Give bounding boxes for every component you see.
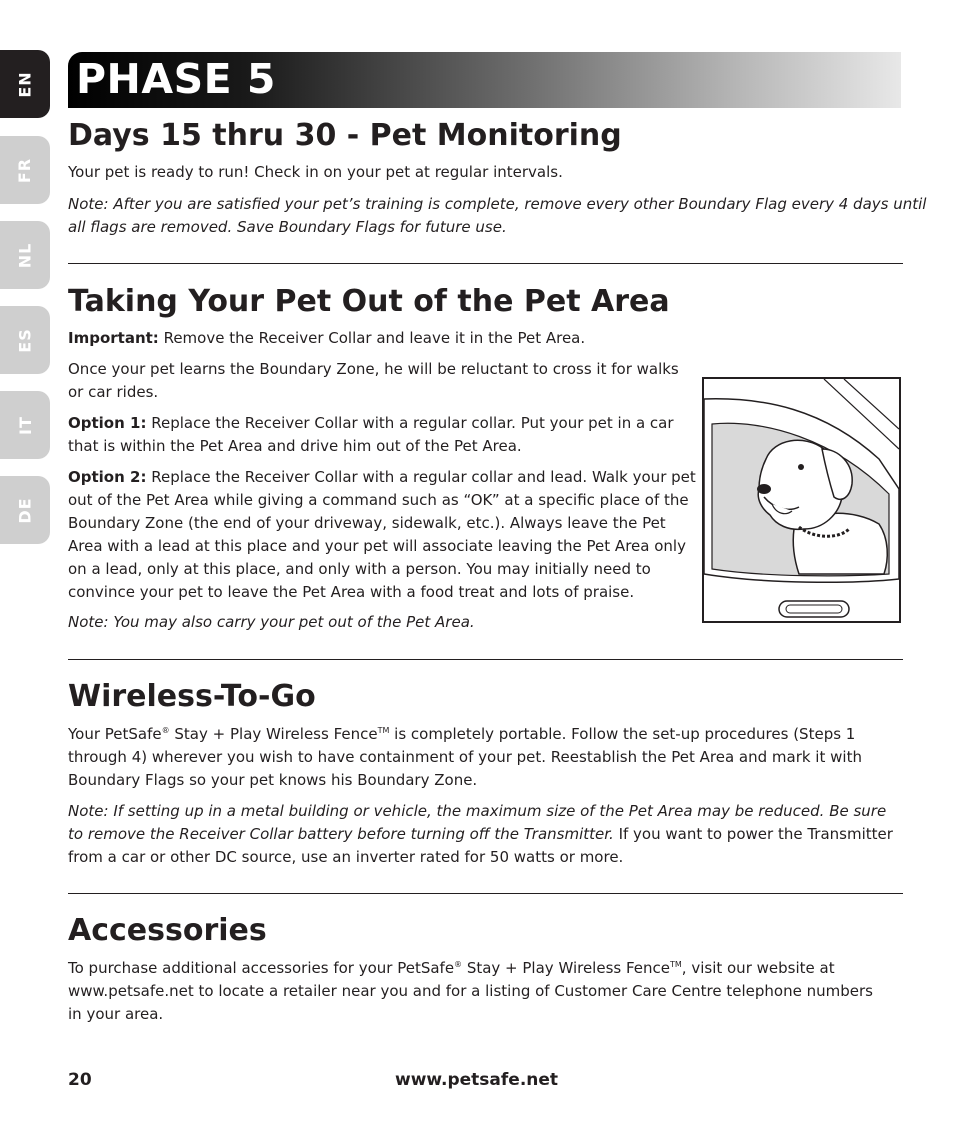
monitoring-note-line1: Note: After you are satisfied your pet’s training is complete, remove every other Boundary Flag every 4 days until (68, 195, 927, 213)
wireless-note (68, 800, 898, 869)
tab-label: NL (15, 242, 35, 268)
registered-mark: ® (161, 726, 170, 735)
page-number: 20 (68, 1070, 92, 1090)
trademark-mark: TM (377, 726, 390, 735)
registered-mark: ® (454, 960, 463, 969)
option2-text: Replace the Receiver Collar with a regular collar and lead. Walk your pet out of the Pet Area while giving a command such as “OK” at a specific place of the Boundary Zone (the end of your driveway, sidewalk, etc.). Always leave the Pet Area with a lead at this place and your pet will associate leaving the Pet Area only on a lead, only at this place, and only with a person. You may initially need to convince your pet to leave the Pet Area with a food treat and lots of praise. (68, 468, 696, 601)
option1-text: Replace the Receiver Collar with a regular collar. Put your pet in a car that is within the Pet Area and drive him out of the Pet Area. (68, 414, 674, 455)
wireless-body-part: is completely portable. Follow the set-up procedures (Steps 1 through 4) wherever you wish to have containment of your pet. Reestablish the Pet Area and mark it with Boundary Flags so your pet knows his Boundary Zone. (68, 725, 862, 789)
monitoring-note-line2: all flags are removed. Save Boundary Flags for future use. (68, 218, 507, 236)
option2-label: Option 2: (68, 468, 147, 486)
divider (68, 263, 903, 264)
tab-it (0, 391, 50, 459)
option1-label: Option 1: (68, 414, 147, 432)
accessories-body-part: Stay + Play Wireless Fence (462, 959, 670, 977)
tab-label: EN (15, 70, 35, 98)
accessories-body-part: To purchase additional accessories for your PetSafe (68, 959, 455, 977)
wireless-note-plain: If you want to power the Transmitter from a car or other DC source, use an inverter rated for 50 watts or more. (68, 825, 893, 866)
monitoring-body: Your pet is ready to run! Check in on your pet at regular intervals. (68, 163, 563, 181)
option1-paragraph (68, 412, 682, 458)
accessories-line2: www.petsafe.net to locate a retailer near you and for a listing of Customer Care Centre telephone numbers (68, 982, 873, 1000)
dog-in-car-drawing (704, 379, 899, 621)
tab-label: FR (15, 157, 35, 183)
dog-in-car-illustration (702, 377, 901, 623)
phase-title: PHASE 5 (76, 55, 276, 103)
footer-url: www.petsafe.net (395, 1070, 559, 1090)
accessories-line1 (68, 957, 835, 980)
tab-nl (0, 221, 50, 289)
wireless-note-italic: Note: If setting up in a metal building or vehicle, the maximum size of the Pet Area may be reduced. Be sure to remove the Receiver Collar battery before turning off the Transmitter. (68, 802, 887, 843)
tab-en (0, 50, 50, 118)
wireless-heading: Wireless-To-Go (68, 679, 316, 714)
tab-label: IT (15, 415, 35, 435)
accessories-heading: Accessories (68, 913, 267, 948)
tab-label: DE (15, 496, 35, 524)
tab-fr (0, 136, 50, 204)
accessories-body-part: , visit our website at (681, 959, 835, 977)
wireless-body-part: Stay + Play Wireless Fence (169, 725, 378, 743)
accessories-line3: in your area. (68, 1005, 164, 1023)
monitoring-heading: Days 15 thru 30 - Pet Monitoring (68, 118, 622, 153)
phase-banner (68, 52, 901, 108)
divider (68, 893, 903, 894)
taking-out-heading: Taking Your Pet Out of the Pet Area (68, 284, 670, 319)
tab-de (0, 476, 50, 544)
carry-note: Note: You may also carry your pet out of the Pet Area. (68, 613, 475, 631)
option2-paragraph (68, 466, 696, 604)
wireless-body-part: Your PetSafe (68, 725, 162, 743)
important-label: Important: (68, 329, 159, 347)
reluctant-paragraph: Once your pet learns the Boundary Zone, he will be reluctant to cross it for walks or car rides. (68, 360, 679, 401)
important-text: Remove the Receiver Collar and leave it in the Pet Area. (158, 329, 586, 347)
tab-label: ES (15, 327, 35, 353)
trademark-mark: TM (670, 960, 682, 969)
wireless-body (68, 723, 898, 792)
tab-es (0, 306, 50, 374)
important-paragraph (68, 327, 688, 350)
divider (68, 659, 903, 660)
